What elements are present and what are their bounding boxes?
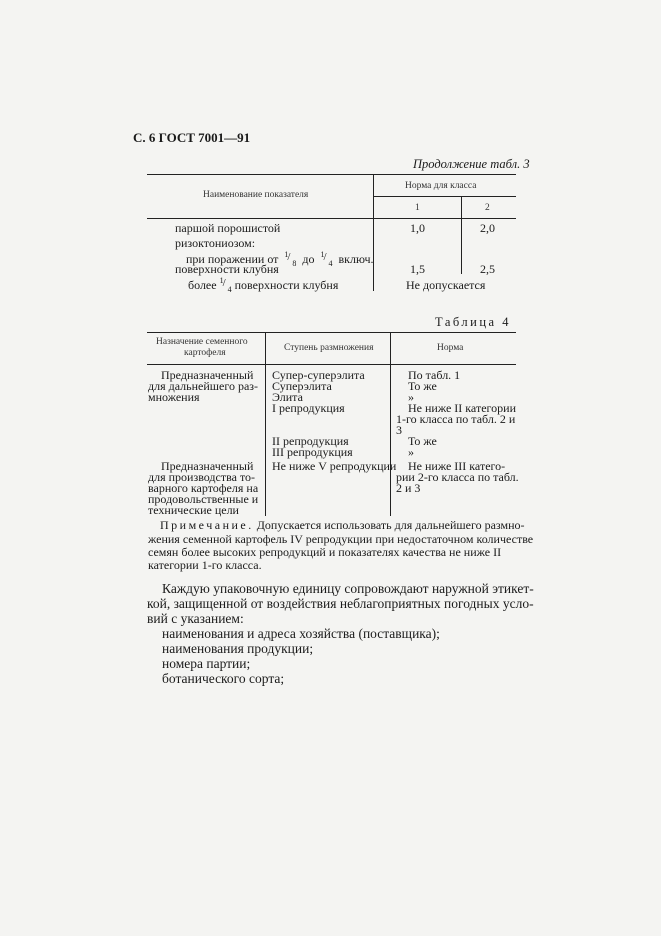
table4-purpose: для дальнейшего раз- xyxy=(148,379,259,393)
table4-norm: Не ниже III катего- xyxy=(408,459,506,473)
table4-col-divider-1 xyxy=(265,332,266,516)
page-header: С. 6 ГОСТ 7001—91 xyxy=(133,130,251,145)
table3-norm-rule xyxy=(373,196,516,197)
table3-row-c2: 2,0 xyxy=(480,221,495,235)
table4-norm: 3 xyxy=(396,423,402,437)
table3-row-name: более 1 / 4 поверхности клубня xyxy=(188,276,339,294)
table4-top-rule xyxy=(147,332,516,333)
table3-row-c1: 1,5 xyxy=(410,262,425,276)
list-item: наименования продукции; xyxy=(162,641,314,656)
table4-col-divider-2 xyxy=(390,332,391,516)
table4-stage: Элита xyxy=(272,390,303,404)
table4-stage: II репродукция xyxy=(272,434,349,448)
table3-col-norm-header: Норма для класса xyxy=(405,181,477,191)
table4-purpose: технические цели xyxy=(148,503,239,517)
table4-norm: » xyxy=(408,390,414,404)
table4-caption: Таблица 4 xyxy=(435,315,511,329)
table3-row-name: ризоктониозом: xyxy=(175,236,256,250)
table4-stage: Супер-суперэлита xyxy=(272,368,365,382)
table4-norm: 1-го класса по табл. 2 и xyxy=(396,412,516,426)
table4-norm: 2 и 3 xyxy=(396,481,421,495)
table3-row-c1: 1,0 xyxy=(410,221,425,235)
fraction: 1 / 8 xyxy=(284,250,297,268)
table3-class2-header: 2 xyxy=(485,203,490,213)
table3-row-name: при поражении от 1 / 8 до 1 / 4 включ. xyxy=(186,250,374,268)
table4-purpose: Предназначенный xyxy=(161,368,254,382)
fraction: 1 / 4 xyxy=(320,250,333,268)
note-label: Примечание. xyxy=(160,518,254,532)
table4-norm: По табл. 1 xyxy=(408,368,461,382)
table4-col2-header: Ступень размножения xyxy=(284,343,374,353)
table-continuation-label: Продолжение табл. 3 xyxy=(413,157,530,171)
list-item: наименования и адреса хозяйства (поставщика); xyxy=(162,626,440,641)
table3-top-rule xyxy=(147,174,516,175)
table4-purpose: Предназначенный xyxy=(161,459,254,473)
table4-col1-header: картофеля xyxy=(184,348,226,358)
table4-purpose: продовольственные и xyxy=(148,492,259,506)
table3-row-name: поверхности клубня xyxy=(175,262,279,276)
table4-norm: То же xyxy=(408,379,437,393)
table4-stage: Не ниже V репродукции xyxy=(272,459,397,473)
table4-norm: рии 2-го класса по табл. xyxy=(396,470,519,484)
fraction: 1 / 4 xyxy=(219,276,232,294)
list-item: номера партии; xyxy=(162,656,251,671)
table4-stage: III репродукция xyxy=(272,445,353,459)
table4-purpose: для производства то- xyxy=(148,470,256,484)
table3-col-name-header: Наименование показателя xyxy=(203,190,309,200)
note-line: Примечание. Допускается использовать для дальнейшего размно- xyxy=(160,518,525,532)
table3-class-divider xyxy=(461,196,462,274)
table4-norm: Не ниже II категории xyxy=(408,401,516,415)
note-line: семян более высоких репродукций и показателях качества не ниже II xyxy=(148,545,502,559)
table4-header-rule xyxy=(147,364,516,365)
paragraph-line: Каждую упаковочную единицу сопровождают наружной этикет- xyxy=(162,581,534,596)
table3-merged-norm: Не допускается xyxy=(406,278,486,292)
table3-col-divider xyxy=(373,174,374,291)
paragraph-line: кой, защищенной от воздействия неблагоприятных погодных усло- xyxy=(147,596,534,611)
table4-norm: » xyxy=(408,445,414,459)
note-line: категории 1-го класса. xyxy=(148,558,262,572)
table4-stage: I репродукция xyxy=(272,401,345,415)
table4-purpose: варного картофеля на xyxy=(148,481,259,495)
list-item: ботанического сорта; xyxy=(162,671,285,686)
table4-col1-header: Назначение семенного xyxy=(156,337,248,347)
paragraph-line: вий с указанием: xyxy=(147,611,244,626)
table4-stage: Суперэлита xyxy=(272,379,332,393)
table3-row-c2: 2,5 xyxy=(480,262,495,276)
table4-norm: То же xyxy=(408,434,437,448)
table4-col3-header: Норма xyxy=(437,343,464,353)
table4-purpose: множения xyxy=(148,390,200,404)
note-line: жения семенной картофель IV репродукции при недостаточном количестве xyxy=(148,532,534,546)
table3-class1-header: 1 xyxy=(415,203,420,213)
table3-row-name: паршой порошистой xyxy=(175,221,281,235)
